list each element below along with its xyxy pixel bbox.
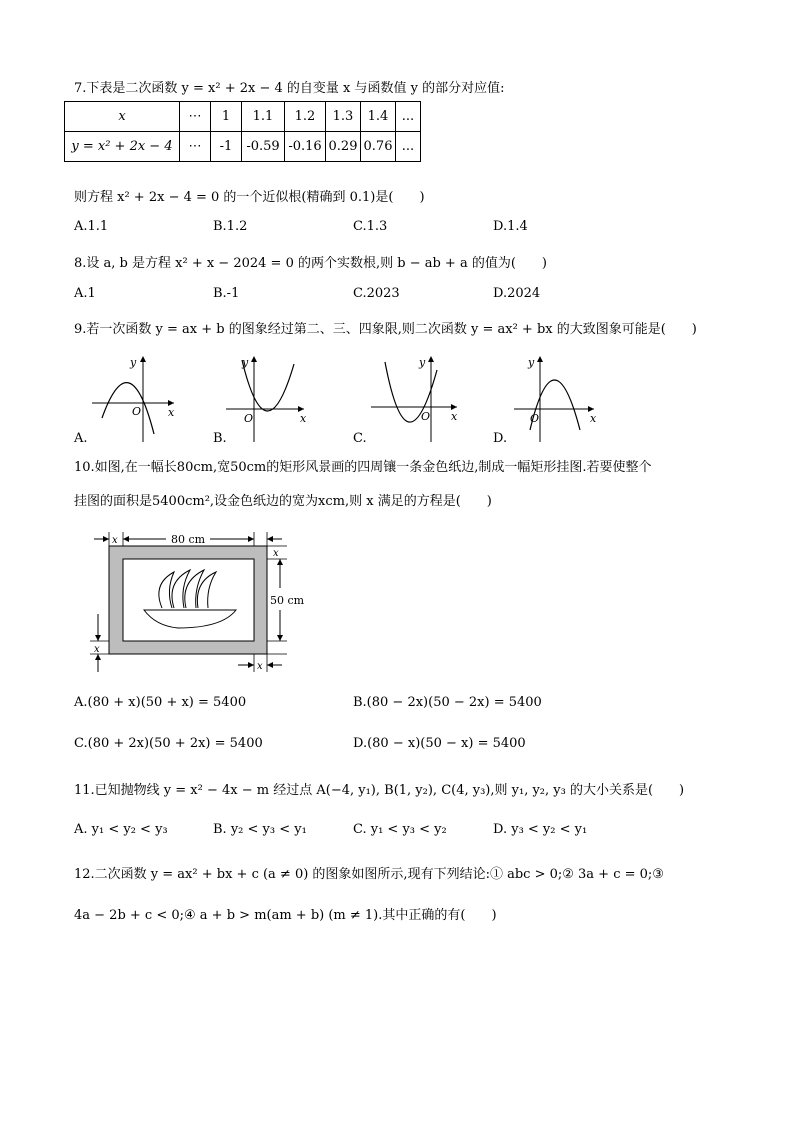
- graph-a: [88, 350, 188, 445]
- q9-stem: 9.若一次函数 y = ax + b 的图象经过第二、三、四象限,则二次函数 y = ax² + bx 的大致图象可能是( ): [74, 322, 697, 337]
- table-cell: 1.1: [242, 102, 285, 132]
- q7-option-d: D.1.4: [493, 219, 528, 234]
- table-cell: 1.3: [326, 102, 361, 132]
- q9-option-b: B.: [213, 431, 227, 446]
- q7-stem: 7.下表是二次函数 y = x² + 2x − 4 的自变量 x 与函数值 y 的部分对应值:: [74, 81, 505, 96]
- q7-option-c: C.1.3: [353, 219, 388, 234]
- table-cell: 1.2: [285, 102, 326, 132]
- border-label: x: [257, 661, 263, 672]
- table-cell: -0.59: [242, 132, 285, 162]
- q8-option-a: A.1: [74, 286, 96, 301]
- q9-option-a: A.: [74, 431, 88, 446]
- q12-stem-line2: 4a − 2b + c < 0;④ a + b > m(am + b) (m ≠ 1).其中正确的有( ): [74, 908, 497, 923]
- q9-option-c: C.: [353, 431, 367, 446]
- q11-option-c: C. y₁ < y₃ < y₂: [353, 822, 447, 837]
- q11-option-b: B. y₂ < y₃ < y₁: [213, 822, 307, 837]
- table-row: [65, 102, 421, 132]
- origin-label: O: [421, 410, 431, 423]
- axis-label-y: y: [528, 356, 535, 369]
- width-label: 80 cm: [171, 533, 206, 546]
- table-cell: -1: [211, 132, 242, 162]
- q8-stem: 8.设 a, b 是方程 x² + x − 2024 = 0 的两个实数根,则 b − ab + a 的值为( ): [74, 256, 547, 271]
- q10-option-a: A.(80 + x)(50 + x) = 5400: [74, 695, 247, 710]
- axis-label-y: y: [419, 356, 426, 369]
- table-cell: 1: [211, 102, 242, 132]
- axis-label-y: y: [130, 356, 137, 369]
- table-cell: 0.29: [326, 132, 361, 162]
- axis-label-x: x: [590, 412, 597, 425]
- q10-option-d: D.(80 − x)(50 − x) = 5400: [353, 736, 526, 751]
- q9-option-d: D.: [493, 431, 508, 446]
- q11-option-d: D. y₃ < y₂ < y₁: [493, 822, 588, 837]
- q10-option-c: C.(80 + 2x)(50 + 2x) = 5400: [74, 736, 263, 751]
- q10-option-b: B.(80 − 2x)(50 − 2x) = 5400: [353, 695, 542, 710]
- origin-label: O: [132, 405, 142, 418]
- height-label: 50 cm: [270, 594, 305, 607]
- q10-stem-line2: 挂图的面积是5400cm²,设金色纸边的宽为xcm,则 x 满足的方程是( ): [74, 494, 492, 509]
- q7-option-a: A.1.1: [74, 219, 109, 234]
- q8-option-d: D.2024: [493, 286, 541, 301]
- table-cell: ...: [396, 102, 421, 132]
- border-label: x: [273, 548, 279, 559]
- framed-picture-figure: [82, 526, 322, 676]
- axis-label-y: y: [242, 356, 249, 369]
- axis-label-x: x: [451, 410, 458, 423]
- border-label: x: [112, 535, 118, 546]
- origin-label: O: [530, 412, 540, 425]
- graph-c: [367, 350, 467, 445]
- value-table: [64, 101, 421, 162]
- axis-label-x: x: [168, 406, 175, 419]
- table-row: [65, 132, 421, 162]
- table-cell: 0.76: [361, 132, 396, 162]
- q8-option-b: B.-1: [213, 286, 240, 301]
- q12-stem-line1: 12.二次函数 y = ax² + bx + c (a ≠ 0) 的图象如图所示,现有下列结论:① abc > 0;② 3a + c = 0;③: [74, 867, 664, 882]
- table-cell: 1.4: [361, 102, 396, 132]
- table-header-x: x: [65, 102, 180, 132]
- q7-question: 则方程 x² + 2x − 4 = 0 的一个近似根(精确到 0.1)是( ): [74, 190, 425, 205]
- table-cell: -0.16: [285, 132, 326, 162]
- q11-stem: 11.已知抛物线 y = x² − 4x − m 经过点 A(−4, y₁), B(1, y₂), C(4, y₃),则 y₁, y₂, y₃ 的大小关系是( ): [74, 783, 685, 798]
- q8-option-c: C.2023: [353, 286, 400, 301]
- axis-label-x: x: [300, 412, 307, 425]
- graph-b: [222, 350, 317, 445]
- graph-d: [510, 350, 605, 445]
- table-header-y: y = x² + 2x − 4: [65, 132, 180, 162]
- border-label: x: [94, 644, 100, 655]
- q7-option-b: B.1.2: [213, 219, 248, 234]
- q10-stem-line1: 10.如图,在一幅长80cm,宽50cm的矩形风景画的四周镶一条金色纸边,制成一幅矩形挂图.若要使整个: [74, 460, 652, 475]
- table-cell: ⋯: [180, 132, 211, 162]
- q11-option-a: A. y₁ < y₂ < y₃: [74, 822, 168, 837]
- origin-label: O: [244, 412, 254, 425]
- table-cell: ...: [396, 132, 421, 162]
- table-cell: ⋯: [180, 102, 211, 132]
